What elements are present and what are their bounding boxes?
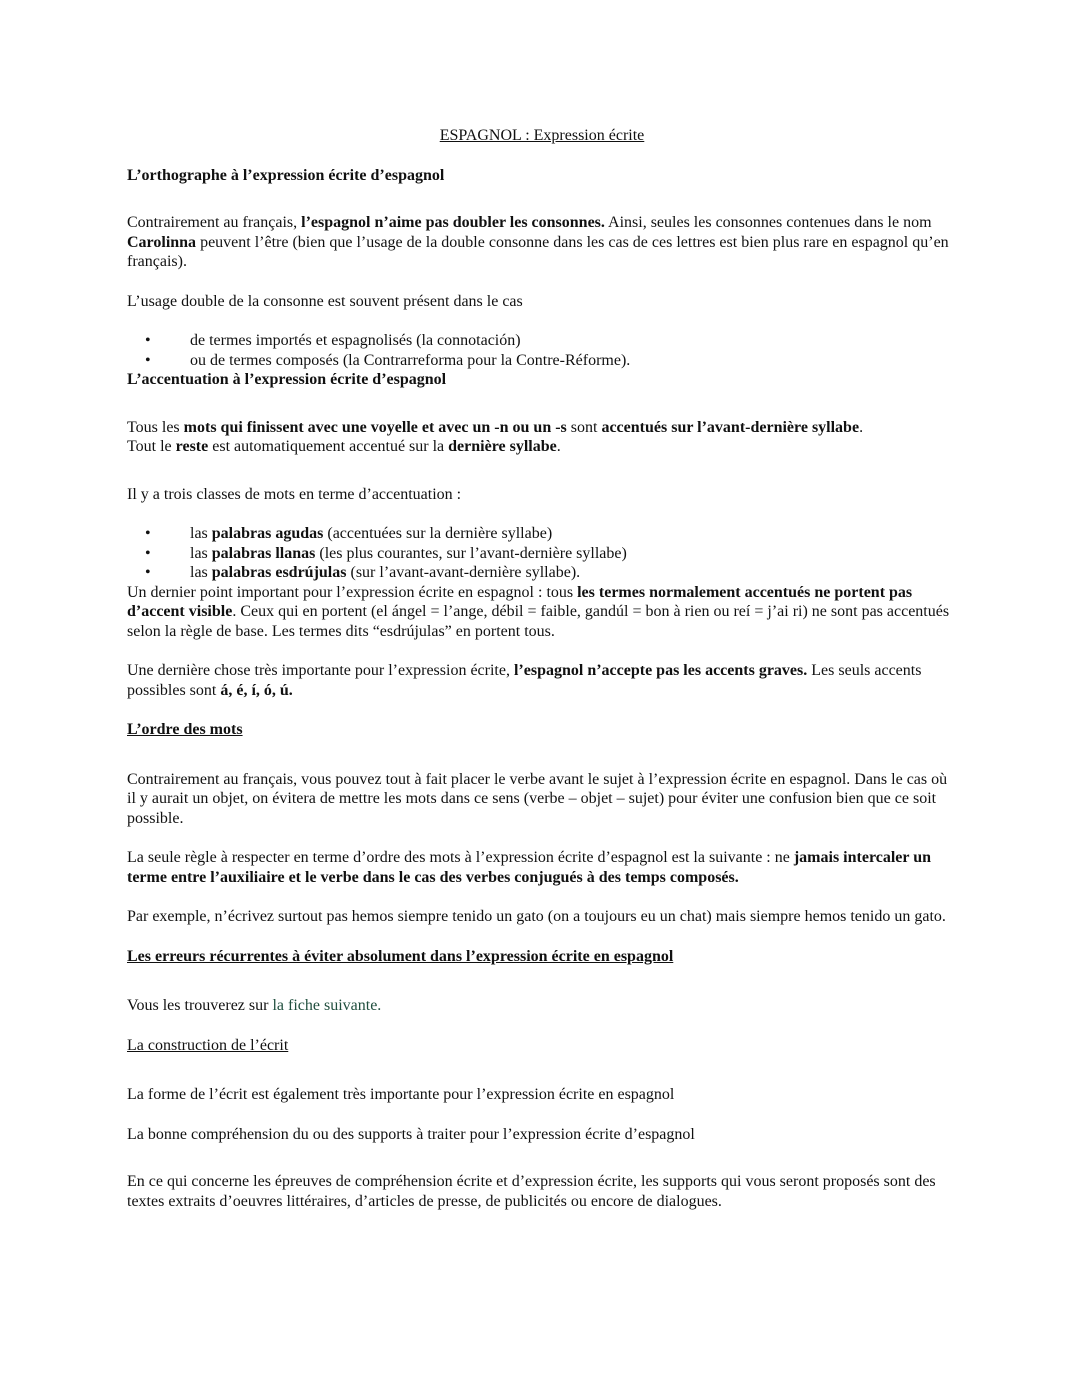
list-item: • las palabras agudas (accentuées sur la dernière syllabe) xyxy=(127,524,957,544)
document-page xyxy=(127,126,957,1211)
list-item: • las palabras esdrújulas (sur l’avant-avant-dernière syllabe). xyxy=(127,563,957,583)
heading-construction: La construction de l’écrit xyxy=(127,1036,289,1054)
emphasis: l’espagnol n’aime pas doubler les consonnes. xyxy=(301,214,605,231)
emphasis: mots qui finissent avec une voyelle et avec un -n ou un -s xyxy=(183,418,567,436)
heading-ordre-des-mots: L’ordre des mots xyxy=(127,721,243,738)
emphasis: les termes normalement accentués ne portent pas d’accent visible xyxy=(127,583,913,620)
paragraph-usage-double: L’usage double de la consonne est souvent présent dans le cas xyxy=(127,292,523,310)
paragraph-verbe-sujet: Contrairement au français, vous pouvez tout à fait placer le verbe avant le sujet à l’expression écrite en espagnol. Dans le cas où il y aurait un objet, on évitera de mettre les mots dans ce sens (verbe – objet – sujet) pour éviter une confusion bien que ce soit possible. xyxy=(127,770,948,827)
paragraph-double-consonnes: Contrairement au français, l’espagnol n’aime pas doubler les consonnes. Ainsi, seules les consonnes contenues dans le nom Carolinna peuvent l’être (bien que l’usage de la double consonne dans les cas de ces lettres est bien plus rare en espagnol qu’en français). xyxy=(127,214,949,270)
emphasis: l’espagnol n’accepte pas les accents graves. xyxy=(513,662,808,679)
paragraph-accents-graves: Une dernière chose très importante pour l’expression écrite, l’espagnol n’accepte pas les accents graves. Les seuls accents possibles sont á, é, í, ó, ú. xyxy=(127,662,922,699)
emphasis: dernière syllabe xyxy=(448,438,557,455)
paragraph-supports: En ce qui concerne les épreuves de compréhension écrite et d’expression écrite, les supports qui vous seront proposés sont des textes extraits d’oeuvres littéraires, d’articles de presse, de publicités ou encore de dialogues. xyxy=(127,1173,936,1210)
paragraph-accent-visible: Un dernier point important pour l’expression écrite en espagnol : tous les termes normalement accentués ne portent pas d’accent visible. Ceux qui en portent (el ángel = l’ange, débil = faible, gandúl = bon à rien ou reí = j’ai ri) ne sont pas accentués selon la règle de base. Les termes dits “esdrújulas” en portent tous. xyxy=(127,583,950,640)
paragraph-comprehension: La bonne compréhension du ou des supports à traiter pour l’expression écrite d’espagnol xyxy=(127,1125,695,1143)
heading-accentuation: L’accentuation à l’expression écrite d’espagnol xyxy=(127,371,447,388)
fiche-suivante-link[interactable]: la fiche suivante. xyxy=(272,997,382,1014)
list-classes-mots xyxy=(127,524,957,583)
list-item: • las palabras llanas (les plus courantes, sur l’avant-dernière syllabe) xyxy=(127,544,957,564)
paragraph-forme: La forme de l’écrit est également très importante pour l’expression écrite en espagnol xyxy=(127,1086,675,1103)
emphasis: Carolinna xyxy=(127,233,197,251)
document-title: ESPAGNOL : Expression écrite xyxy=(439,127,645,144)
paragraph-exemple: Par exemple, n’écrivez surtout pas hemos siempre tenido un gato (on a toujours eu un chat) mais siempre hemos tenido un gato. xyxy=(127,908,946,925)
list-item: • ou de termes composés (la Contrarreforma pour la Contre-Réforme). xyxy=(127,351,957,371)
emphasis: jamais intercaler un terme entre l’auxiliaire et le verbe dans le cas des verbes conjugués à des temps composés. xyxy=(127,849,932,886)
emphasis: á, é, í, ó, ú. xyxy=(220,681,293,699)
emphasis: reste xyxy=(175,438,209,455)
list-item: • de termes importés et espagnolisés (la connotación) xyxy=(127,331,957,351)
heading-orthographe: L’orthographe à l’expression écrite d’espagnol xyxy=(127,166,445,184)
list-usage-double xyxy=(127,331,957,370)
paragraph-regle-ordre: La seule règle à respecter en terme d’ordre des mots à l’expression écrite d’espagnol est la suivante : ne jamais intercaler un terme entre l’auxiliaire et le verbe dans le cas des verbes conjugués à des temps composés. xyxy=(127,849,932,886)
heading-erreurs: Les erreurs récurrentes à éviter absolument dans l’expression écrite en espagnol xyxy=(127,947,674,965)
paragraph-trois-classes: Il y a trois classes de mots en terme d’accentuation : xyxy=(127,485,462,503)
paragraph-regle-accent: Tous les mots qui finissent avec une voyelle et avec un -n ou un -s sont accentués sur l’avant-dernière syllabe. Tout le reste est automatiquement accentué sur la dernière syllabe. xyxy=(127,418,864,455)
emphasis: accentués sur l’avant-dernière syllabe xyxy=(601,418,860,436)
paragraph-fiche-suivante: Vous les trouverez sur la fiche suivante. xyxy=(127,997,382,1014)
